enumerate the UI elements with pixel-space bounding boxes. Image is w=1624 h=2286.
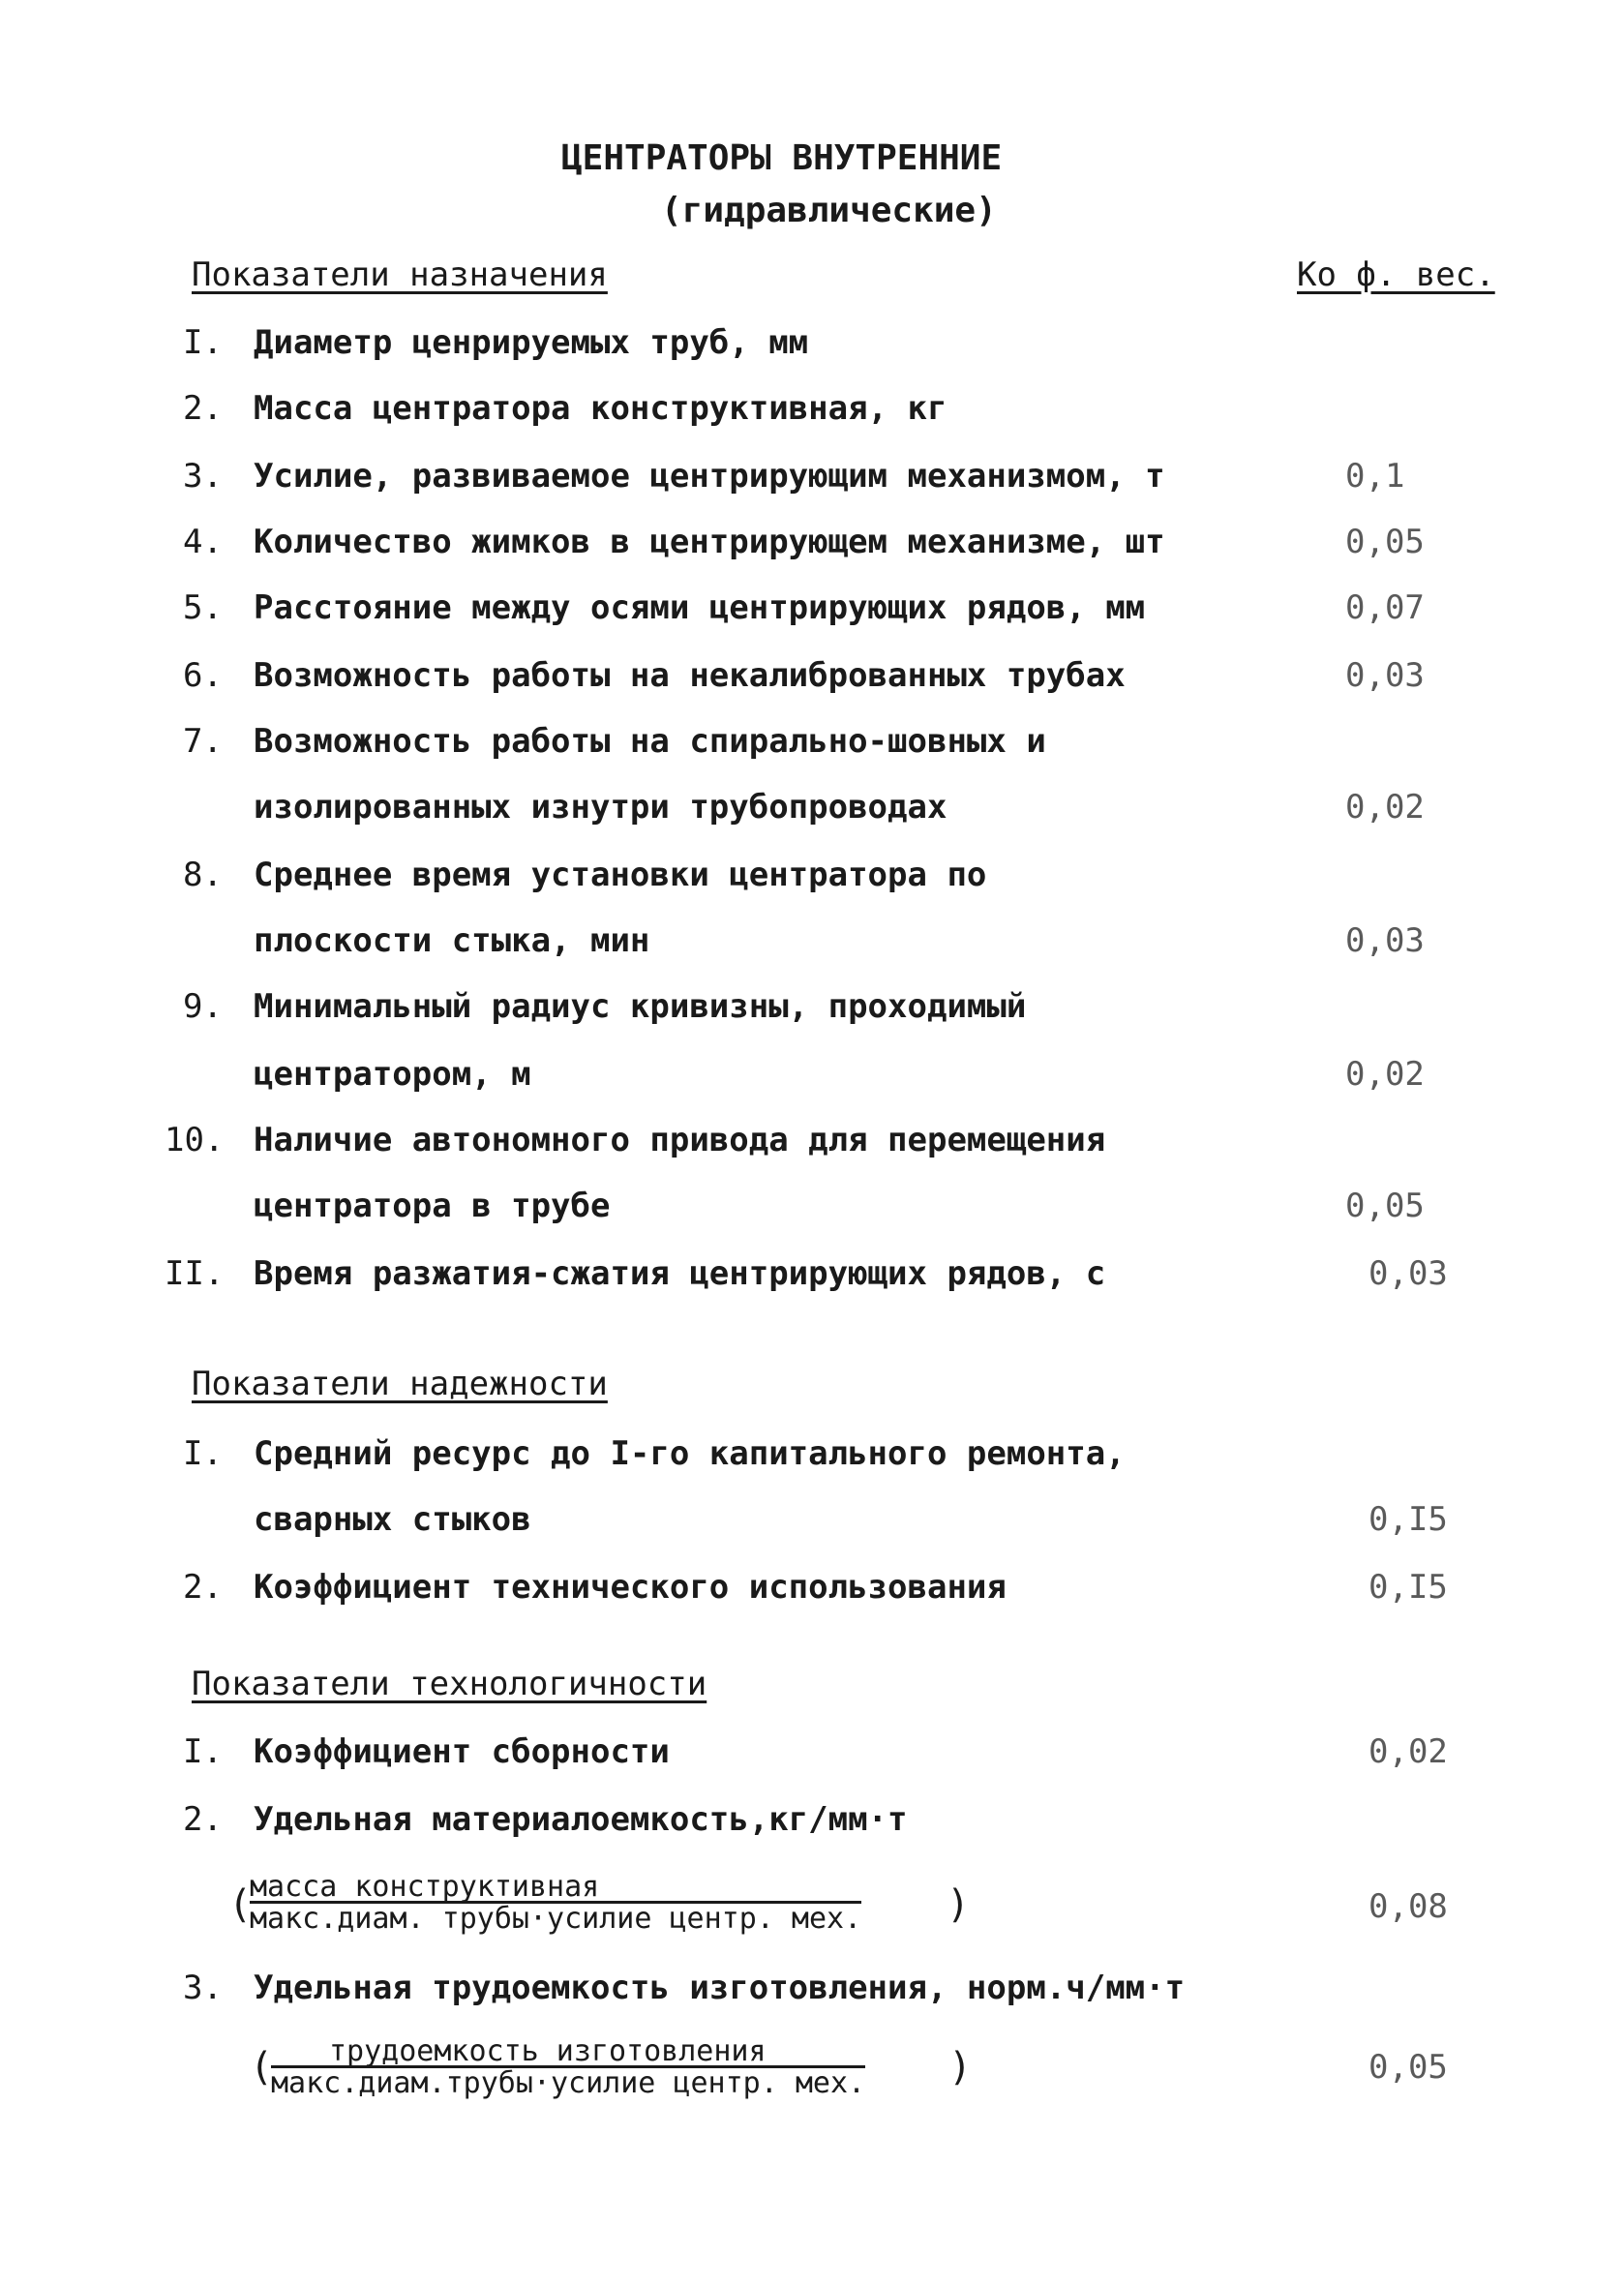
item-coefficient: 0,1	[1345, 457, 1405, 496]
item-number: I.	[183, 1732, 223, 1771]
item-number: 2.	[183, 1800, 223, 1839]
item-text: Возможность работы на некалиброванных трубах	[254, 656, 1126, 695]
item-text-continued: изолированных изнутри трубопроводах	[254, 788, 947, 827]
close-paren: )	[947, 1882, 971, 1927]
item-number: 9.	[183, 987, 223, 1026]
item-number: 6.	[183, 656, 223, 695]
item-text: Удельная материалоемкость,кг/мм·т	[254, 1800, 908, 1839]
section-heading-reliability: Показатели надежности	[192, 1365, 608, 1403]
item-text: Расстояние между осями центрирующих рядов, мм	[254, 588, 1146, 627]
item-text: Усилие, развиваемое центрирующим механизмом, т	[254, 457, 1165, 496]
item-coefficient: 0,05	[1345, 523, 1425, 561]
open-paren: (	[228, 1882, 253, 1927]
item-number: 4.	[183, 523, 223, 561]
item-text-continued: центратора в трубе	[254, 1187, 611, 1225]
formula-numerator: трудоемкость изготовления	[271, 2038, 865, 2068]
item-number: II.	[165, 1254, 225, 1293]
item-coefficient: 0,05	[1345, 1187, 1425, 1225]
item-number: I.	[183, 323, 223, 362]
item-number: 10.	[165, 1121, 225, 1159]
item-text: Наличие автономного привода для перемещения	[254, 1121, 1106, 1159]
item-coefficient: 0,07	[1345, 588, 1425, 627]
item-coefficient: 0,02	[1368, 1732, 1448, 1771]
item-number: 3.	[183, 1969, 223, 2007]
item-text: Время разжатия-сжатия центрирующих рядов, с	[254, 1254, 1106, 1293]
formula-fraction	[271, 2034, 866, 2100]
formula-fraction	[250, 1870, 862, 1936]
item-text: Минимальный радиус кривизны, проходимый	[254, 987, 1027, 1026]
page-subtitle: (гидравлические)	[661, 191, 997, 230]
item-text: Удельная трудоемкость изготовления, норм.ч/мм·т	[254, 1969, 1186, 2007]
item-coefficient: 0,03	[1345, 921, 1425, 960]
item-text: Средний ресурс до I-го капитального ремонта,	[254, 1434, 1126, 1473]
item-coefficient: 0,02	[1345, 1055, 1425, 1094]
column-header-weight: Ко ф. вес.	[1297, 256, 1495, 294]
item-coefficient: 0,03	[1368, 1254, 1448, 1293]
open-paren: (	[250, 2045, 274, 2090]
item-number: 8.	[183, 856, 223, 894]
section-heading-technology: Показатели технологичности	[192, 1665, 707, 1703]
item-coefficient: 0,05	[1368, 2048, 1448, 2087]
item-text-continued: сварных стыков	[254, 1500, 531, 1539]
item-number: I.	[183, 1434, 223, 1473]
item-number: 5.	[183, 588, 223, 627]
item-coefficient: 0,08	[1368, 1887, 1448, 1926]
close-paren: )	[948, 2045, 973, 2090]
item-text-continued: плоскости стыка, мин	[254, 921, 650, 960]
page-title: ЦЕНТРАТОРЫ ВНУТРЕННИЕ	[561, 138, 1003, 178]
item-text: Количество жимков в центрирующем механизме, шт	[254, 523, 1165, 561]
formula-numerator: масса конструктивная	[250, 1874, 861, 1904]
item-number: 7.	[183, 722, 223, 761]
section-heading-purpose: Показатели назначения	[192, 256, 608, 294]
formula-denominator: макс.диам. трубы·усилие центр. мех.	[250, 1902, 862, 1936]
item-number: 3.	[183, 457, 223, 496]
item-text: Среднее время установки центратора по	[254, 856, 987, 894]
item-text-continued: центратором, м	[254, 1055, 531, 1094]
item-coefficient: 0,02	[1345, 788, 1425, 827]
formula-denominator: макс.диам.трубы·усилие центр. мех.	[271, 2066, 866, 2100]
item-text: Коэффициент технического использования	[254, 1568, 1007, 1607]
item-text: Коэффициент сборности	[254, 1732, 670, 1771]
item-coefficient: 0,I5	[1368, 1500, 1448, 1539]
item-number: 2.	[183, 389, 223, 428]
item-coefficient: 0,I5	[1368, 1568, 1448, 1607]
item-text: Диаметр ценрируемых труб, мм	[254, 323, 809, 362]
item-text: Возможность работы на спирально-шовных и	[254, 722, 1046, 761]
item-coefficient: 0,03	[1345, 656, 1425, 695]
item-number: 2.	[183, 1568, 223, 1607]
item-text: Масса центратора конструктивная, кг	[254, 389, 947, 428]
